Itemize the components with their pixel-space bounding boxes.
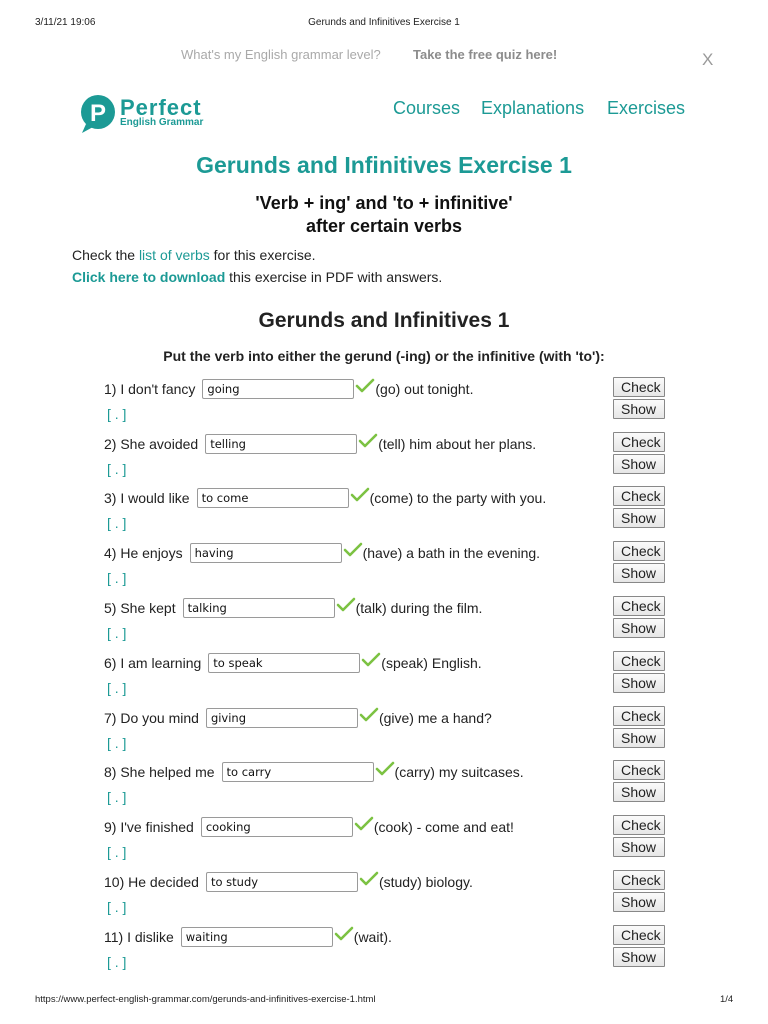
question-hint: (carry) my suitcases. [394,764,524,780]
show-button[interactable]: Show [613,508,665,528]
question-row [0,869,768,919]
answer-input[interactable] [206,708,358,728]
show-button[interactable]: Show [613,782,665,802]
intro-text: for this exercise. [209,247,316,263]
question-hint: (speak) English. [381,655,482,671]
answer-input[interactable] [197,488,349,508]
nav-exercises[interactable]: Exercises [607,98,686,118]
correct-check-icon [358,433,378,449]
question-hint: (give) me a hand? [378,710,492,726]
print-url: https://www.perfect-english-grammar.com/gerunds-and-infinitives-exercise-1.html [35,994,376,1005]
question-row [0,376,768,426]
question-hint: (come) to the party with you. [369,490,547,506]
question-prefix: 10) He decided [104,874,199,890]
question-prefix: 9) I've finished [104,819,194,835]
check-button[interactable]: Check [613,760,665,780]
answer-input[interactable] [208,653,360,673]
show-button[interactable]: Show [613,837,665,857]
correct-check-icon [359,871,379,887]
show-button[interactable]: Show [613,947,665,967]
show-button[interactable]: Show [613,618,665,638]
correct-check-icon [375,761,395,777]
list-of-verbs-link[interactable]: list of verbs [138,247,210,263]
question-sentence [104,817,514,837]
answer-reveal: [ . ] [107,406,127,422]
page-subtitle [0,192,768,238]
check-button[interactable]: Check [613,815,665,835]
question-hint: (cook) - come and eat! [373,819,514,835]
speech-bubble-p-icon [78,94,118,134]
nav-courses[interactable]: Courses [393,98,461,118]
question-sentence [104,598,482,618]
print-date: 3/11/21 19:06 [35,17,96,28]
answer-input[interactable] [190,543,342,563]
page-title: Gerunds and Infinitives Exercise 1 [196,152,572,178]
logo-title: Perfect [120,95,202,120]
question-row [0,924,768,974]
show-button[interactable]: Show [613,563,665,583]
question-hint: (study) biology. [378,874,473,890]
question-row [0,431,768,481]
check-button[interactable]: Check [613,486,665,506]
question-hint: (talk) during the film. [355,600,483,616]
question-prefix: 6) I am learning [104,655,202,671]
question-prefix: 3) I would like [104,490,190,506]
correct-check-icon [359,707,379,723]
check-button[interactable]: Check [613,596,665,616]
exercise-heading: Gerunds and Infinitives 1 [258,309,510,332]
question-prefix: 1) I don't fancy [104,381,196,397]
subtitle-line-1: 'Verb + ing' and 'to + infinitive' [255,193,513,213]
answer-input[interactable] [206,872,358,892]
correct-check-icon [343,542,363,558]
correct-check-icon [350,487,370,503]
question-sentence [104,543,540,563]
promo-close-button[interactable]: X [702,50,714,69]
question-prefix: 8) She helped me [104,764,215,780]
correct-check-icon [354,816,374,832]
check-button[interactable]: Check [613,651,665,671]
check-button[interactable]: Check [613,541,665,561]
check-button[interactable]: Check [613,706,665,726]
answer-reveal: [ . ] [107,680,127,696]
check-button[interactable]: Check [613,377,665,397]
check-button[interactable]: Check [613,432,665,452]
question-prefix: 11) I dislike [104,929,174,945]
promo-quiz-link[interactable]: Take the free quiz here! [413,47,558,62]
question-hint: (go) out tonight. [375,381,474,397]
question-sentence [104,708,492,728]
print-title: Gerunds and Infinitives Exercise 1 [308,17,460,28]
print-page-number: 1/4 [720,994,734,1005]
question-prefix: 7) Do you mind [104,710,199,726]
question-row [0,650,768,700]
question-sentence [104,434,536,454]
question-sentence [104,927,392,947]
question-row [0,485,768,535]
question-sentence [104,872,473,892]
intro-verbs-line [72,247,316,263]
nav-explanations[interactable]: Explanations [481,98,585,118]
question-hint: (tell) him about her plans. [378,436,537,452]
question-hint: (wait). [353,929,392,945]
correct-check-icon [361,652,381,668]
show-button[interactable]: Show [613,728,665,748]
download-pdf-link[interactable]: Click here to download [72,269,226,285]
question-sentence [104,488,546,508]
correct-check-icon [355,378,375,394]
site-logo[interactable] [78,94,218,134]
question-row [0,759,768,809]
answer-reveal: [ . ] [107,954,127,970]
show-button[interactable]: Show [613,673,665,693]
show-button[interactable]: Show [613,399,665,419]
subtitle-line-2: after certain verbs [305,216,463,236]
answer-input[interactable] [181,927,333,947]
question-sentence [104,653,482,673]
question-sentence [104,762,524,782]
intro-download-line [72,269,442,285]
answer-reveal: [ . ] [107,461,127,477]
question-row [0,705,768,755]
question-prefix: 5) She kept [104,600,176,616]
answer-reveal: [ . ] [107,515,127,531]
show-button[interactable]: Show [613,454,665,474]
answer-reveal: [ . ] [107,735,127,751]
exercise-instruction: Put the verb into either the gerund (-ing) or the infinitive (with 'to'): [163,348,605,364]
question-hint: (have) a bath in the evening. [362,545,541,561]
question-row [0,814,768,864]
check-button[interactable]: Check [613,870,665,890]
answer-reveal: [ . ] [107,625,127,641]
answer-reveal: [ . ] [107,899,127,915]
answer-reveal: [ . ] [107,844,127,860]
logo-subtitle: English Grammar [120,117,204,128]
answer-input[interactable] [222,762,374,782]
answer-input[interactable] [205,434,357,454]
question-row [0,540,768,590]
intro-text: this exercise in PDF with answers. [225,269,443,285]
question-row [0,595,768,645]
intro-text: Check the [72,247,139,263]
answer-input[interactable] [202,379,354,399]
answer-reveal: [ . ] [107,789,127,805]
question-sentence [104,379,473,399]
answer-reveal: [ . ] [107,570,127,586]
correct-check-icon [336,597,356,613]
answer-input[interactable] [183,598,335,618]
show-button[interactable]: Show [613,892,665,912]
question-prefix: 4) He enjoys [104,545,183,561]
svg-text:P: P [89,100,107,127]
correct-check-icon [334,926,354,942]
question-prefix: 2) She avoided [104,436,199,452]
promo-question: What's my English grammar level? [181,47,381,62]
answer-input[interactable] [201,817,353,837]
check-button[interactable]: Check [613,925,665,945]
